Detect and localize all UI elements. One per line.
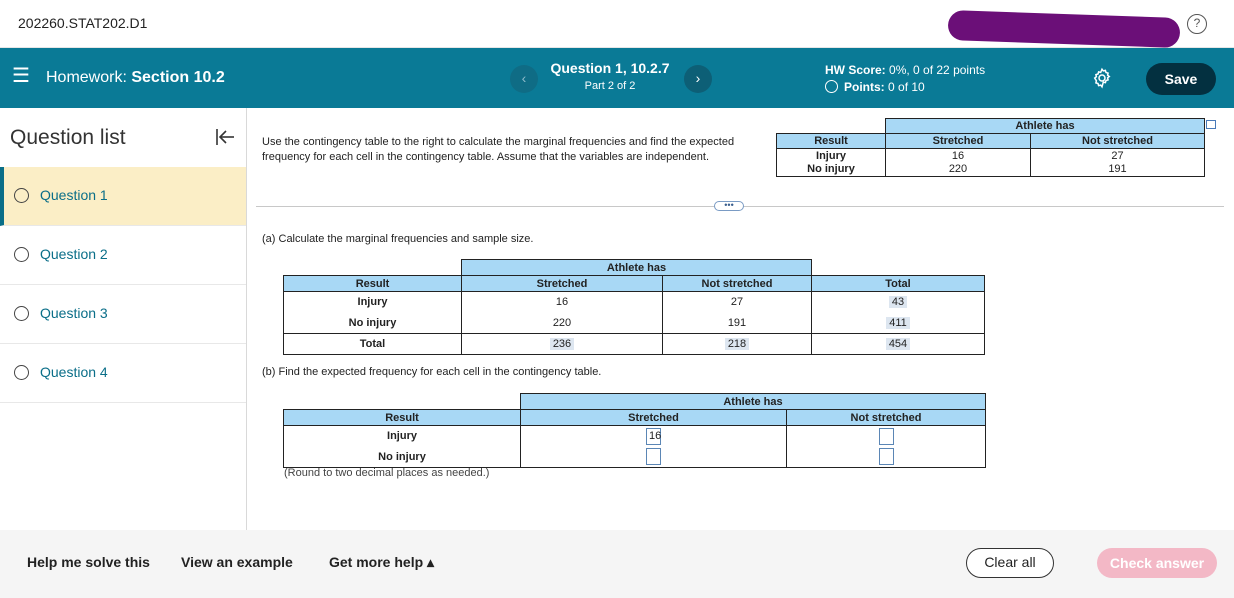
question-part: Part 2 of 2	[584, 80, 636, 92]
column-header-not-stretched: Not stretched	[1031, 134, 1205, 149]
hw-score-value: 0%, 0 of 22 points	[885, 63, 986, 77]
redaction-mark	[948, 10, 1181, 48]
next-question-button[interactable]: ›	[684, 65, 712, 93]
rounding-note: (Round to two decimal places as needed.)	[284, 467, 490, 479]
table-cell	[521, 426, 787, 447]
top-strip	[0, 0, 1234, 48]
question-list-title: Question list	[10, 126, 126, 149]
sidebar-item-question-1[interactable]	[0, 167, 246, 226]
empty-cell	[812, 260, 985, 276]
homework-title	[46, 69, 225, 87]
table-cell	[787, 447, 986, 468]
sidebar-item-label: Question 1	[40, 187, 108, 203]
table-cell: 27	[663, 292, 812, 313]
marginal-frequency-table	[283, 259, 985, 355]
check-answer-button[interactable]: Check answer	[1097, 548, 1217, 578]
row-label: No injury	[777, 163, 886, 177]
empty-cell	[1205, 149, 1217, 163]
empty-cell	[1205, 134, 1217, 149]
question-content	[248, 108, 1234, 530]
clear-all-button[interactable]: Clear all	[966, 548, 1054, 578]
sidebar-item-question-2[interactable]	[0, 226, 246, 285]
table-cell: 27	[1031, 149, 1205, 163]
table-cell	[812, 292, 985, 313]
hamburger-menu-icon[interactable]: ☰	[12, 65, 30, 87]
view-example-button[interactable]: View an example	[181, 554, 293, 570]
hw-score	[825, 63, 985, 77]
column-header-result: Result	[284, 276, 462, 292]
sidebar-item-question-4[interactable]	[0, 344, 246, 403]
status-ring-icon	[14, 188, 29, 203]
gear-icon[interactable]	[1090, 66, 1114, 90]
table-cell	[462, 334, 663, 355]
collapse-sidebar-icon[interactable]	[214, 126, 236, 148]
expected-frequency-table	[283, 393, 986, 468]
status-ring-icon	[14, 365, 29, 380]
status-ring-icon	[14, 247, 29, 262]
save-button[interactable]: Save	[1146, 63, 1216, 95]
homework-header	[0, 48, 1234, 108]
footer-bar	[0, 530, 1234, 598]
expected-no-injury-stretched-input[interactable]	[646, 448, 661, 465]
help-me-solve-button[interactable]: Help me solve this	[27, 554, 150, 570]
sidebar-item-label: Question 3	[40, 305, 108, 321]
column-header-total: Total	[812, 276, 985, 292]
row-label: No injury	[284, 447, 521, 468]
expand-table-icon[interactable]	[1206, 120, 1216, 129]
column-header-stretched: Stretched	[462, 276, 663, 292]
table-cell	[787, 426, 986, 447]
empty-cell	[1205, 163, 1217, 177]
answer-value: 43	[889, 296, 907, 308]
table-cell: 191	[1031, 163, 1205, 177]
group-header: Athlete has	[462, 260, 812, 276]
hw-score-label: HW Score:	[825, 63, 886, 77]
row-label: Injury	[777, 149, 886, 163]
course-id: 202260.STAT202.D1	[18, 15, 148, 31]
answer-value: 236	[550, 338, 574, 350]
sidebar-item-question-3[interactable]	[0, 285, 246, 344]
group-header: Athlete has	[521, 394, 986, 410]
question-title: Question 1, 10.2.7	[550, 60, 670, 76]
table-cell	[812, 313, 985, 334]
table-cell	[521, 447, 787, 468]
column-header-not-stretched: Not stretched	[787, 410, 986, 426]
column-header-stretched: Stretched	[521, 410, 787, 426]
row-label: Total	[284, 334, 462, 355]
points-value: 0 of 10	[884, 80, 925, 94]
answer-value: 218	[725, 338, 749, 350]
points-ring-icon	[825, 80, 838, 93]
table-cell: 16	[886, 149, 1031, 163]
table-cell: 16	[462, 292, 663, 313]
answer-value: 411	[886, 317, 910, 329]
part-a-prompt: (a) Calculate the marginal frequencies and sample size.	[262, 233, 534, 245]
table-cell: 191	[663, 313, 812, 334]
part-b-prompt: (b) Find the expected frequency for each cell in the contingency table.	[262, 366, 602, 378]
expected-injury-not-stretched-input[interactable]	[879, 428, 894, 445]
expected-injury-stretched-input[interactable]: 16	[646, 428, 661, 445]
table-cell: 220	[462, 313, 663, 334]
status-ring-icon	[14, 306, 29, 321]
get-more-help-button[interactable]: Get more help ▴	[329, 554, 435, 570]
empty-cell	[1205, 119, 1217, 134]
given-contingency-table	[776, 118, 1217, 177]
group-header: Athlete has	[886, 119, 1205, 134]
homework-prefix: Homework:	[46, 69, 132, 86]
column-header-result: Result	[284, 410, 521, 426]
sidebar-item-label: Question 2	[40, 246, 108, 262]
expand-divider-button[interactable]: •••	[714, 201, 744, 211]
table-cell: 220	[886, 163, 1031, 177]
empty-cell	[284, 394, 521, 410]
homework-section: Section 10.2	[131, 69, 225, 86]
help-icon[interactable]: ?	[1187, 14, 1207, 34]
column-header-stretched: Stretched	[886, 134, 1031, 149]
empty-cell	[777, 119, 886, 134]
question-list-sidebar	[0, 108, 247, 530]
previous-question-button[interactable]: ‹	[510, 65, 538, 93]
answer-value: 454	[886, 338, 910, 350]
expected-no-injury-not-stretched-input[interactable]	[879, 448, 894, 465]
row-label: No injury	[284, 313, 462, 334]
table-cell	[663, 334, 812, 355]
column-header-not-stretched: Not stretched	[663, 276, 812, 292]
sidebar-item-label: Question 4	[40, 364, 108, 380]
points	[825, 80, 925, 94]
column-header-result: Result	[777, 134, 886, 149]
row-label: Injury	[284, 426, 521, 447]
table-cell	[812, 334, 985, 355]
empty-cell	[284, 260, 462, 276]
points-label: Points:	[844, 80, 885, 94]
row-label: Injury	[284, 292, 462, 313]
question-instructions: Use the contingency table to the right to calculate the marginal frequencies and find the expected frequency for each cell in the contingency table. Assume that the variables are independent.	[262, 136, 735, 163]
